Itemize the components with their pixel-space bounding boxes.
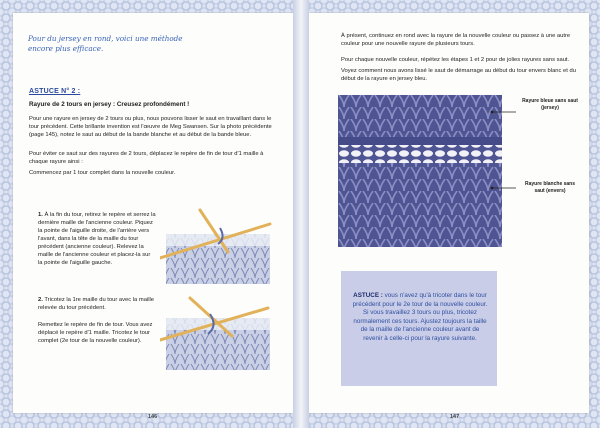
- step-1-number: 1.: [38, 212, 43, 218]
- left-paragraph-4: Remettez le repère de fin de tour. Vous avez déplacé le repère d'1 maille. Tricotez le tour complet (2e tour de la nouvelle couleur).: [38, 322, 153, 344]
- knitting-illustration-step-1: [160, 208, 272, 286]
- tip-label: ASTUCE :: [353, 292, 383, 299]
- label-blue-stripe: Rayure bleue sans saut (jersey): [522, 98, 578, 111]
- book-gutter: [293, 0, 309, 428]
- right-paragraph-1: À présent, continuez en rond avec la rayure de la nouvelle couleur ou passez à une autre couleur pour une nouvelle rayure de plusieurs tours.: [341, 33, 571, 47]
- right-paragraph-2: Pour chaque nouvelle couleur, répétez les étapes 1 et 2 pour de jolies rayures sans saut.: [341, 57, 570, 63]
- astuce-heading: ASTUCE N° 2 :: [29, 88, 81, 95]
- step-2-number: 2.: [38, 297, 43, 303]
- knitting-illustration-step-2: [160, 294, 272, 372]
- left-paragraph-3: Commencez par 1 tour complet dans la nouvelle couleur.: [29, 170, 176, 176]
- step-2-body: Tricotez la 1re maille du tour avec la maille relevée du tour précédent.: [38, 297, 155, 311]
- astuce-subheading: Rayure de 2 tours en jersey : Creusez profondément !: [29, 101, 190, 108]
- tip-text: [352, 292, 488, 343]
- right-page-number: 147: [450, 414, 460, 420]
- step-2-text: [38, 297, 156, 313]
- tip-body: vous n'avez qu'à tricoter dans le tour précédent pour le 2e tour de la nouvelle couleur. Si vous travaillez 3 tours ou plus, tricotez normalement ces tours. Ajustez toujours la taille de la maille de l'ancienne couleur avant de revenir à celle-ci pour la rayure suivante.: [352, 292, 488, 342]
- left-page-number: 146: [148, 414, 158, 420]
- label-white-stripe: Rayure blanche sans saut (envers): [524, 181, 576, 194]
- intro-handwritten: Pour du jersey en rond, voici une méthode encore plus efficace.: [28, 34, 183, 53]
- left-paragraph-2: Pour éviter ce saut sur des rayures de 2 tours, déplacez le repère de fin de tour d'1 maille à chaque rayure ainsi :: [29, 151, 264, 165]
- right-paragraph-3: Voyez comment nous avons lissé le saut de démarrage au début du tour envers blanc et du début de la rayure en jersey bleu.: [341, 68, 576, 82]
- left-paragraph-1: Pour une rayure en jersey de 2 tours ou plus, nous pouvons lisser le saut en travaillant dans le tour précédent. Cette brillante invention est l'œuvre de Meg Swansen. Sur la photo précédente (page 145), notez le saut au début de la bande blanche et au début de la bande bleue.: [29, 116, 272, 138]
- step-1-body: À la fin du tour, retirez le repère et serrez la dernière maille de l'ancienne couleur. Piquez la pointe de l'aiguille droite, de l'arrière vers l'avant, dans la tête de la maille du tour précédent (ancienne couleur). Relevez la maille de l'ancienne couleur et placez-la sur la pointe de l'aiguille gauche.: [38, 212, 156, 266]
- step-1-text: [38, 212, 156, 268]
- knitted-swatch-photo: [338, 95, 502, 247]
